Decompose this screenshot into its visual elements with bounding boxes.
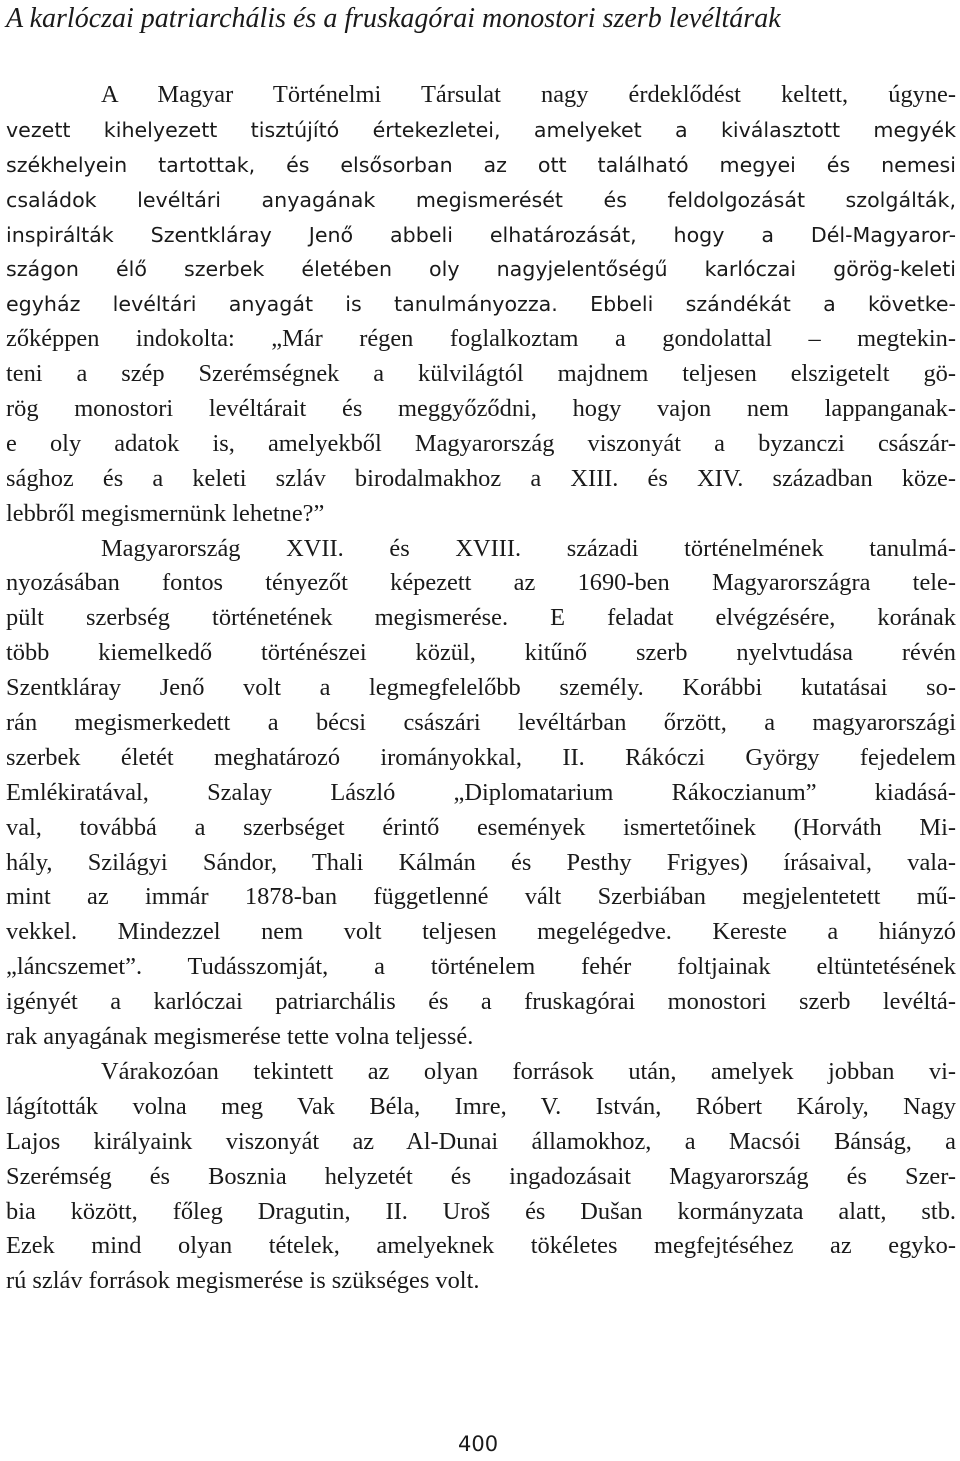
page-title: A karlóczai patriarchális és a fruskagórai monostori szerb levéltárak: [6, 3, 781, 34]
text-line: A Magyar Történelmi Társulat nagy érdeklődést keltett, úgyne-: [101, 81, 956, 108]
text-line: Emlékiratával, Szalay László „Diplomatarium Rákoczianum” kiadásá-: [6, 778, 956, 806]
text-line: igényét a karlóczai patriarchális és a fruskagórai monostori szerb levéltá-: [6, 988, 956, 1016]
text-line: Ezek mind olyan tételek, amelyeknek tökéletes megfejtéséhez az egyko-: [6, 1232, 956, 1260]
text-line: e oly adatok is, amelyekből Magyarország viszonyát a byzanczi császár-: [6, 429, 956, 457]
text-line: val, továbbá a szerbséget érintő események ismertetőinek (Horváth Mi-: [6, 813, 956, 841]
text-line: pült szerbség történetének megismerése. E feladat elvégzésére, korának: [6, 604, 956, 632]
text-line: lebbről megismernünk lehetne?”: [6, 499, 325, 527]
text-line: inspirálták Szentkláray Jenő abbeli elhatározását, hogy a Dél-Magyaror-: [6, 222, 956, 247]
text-line: szágon élő szerbek életében oly nagyjelentőségű karlóczai görög-keleti: [6, 257, 956, 282]
text-line: hály, Szilágyi Sándor, Thali Kálmán és Pesthy Frigyes) írásaival, vala-: [6, 848, 956, 876]
text-line: családok levéltári anyagának megismerését és feldolgozását szolgálták,: [6, 187, 956, 212]
text-line: Lajos királyaink viszonyát az Al-Dunai államokhoz, a Macsói Bánság, a: [6, 1127, 956, 1155]
text-line: zőképpen indokolta: „Már régen foglalkoztam a gondolattal – megtekin-: [6, 325, 956, 353]
text-line: sághoz és a keleti szláv birodalmakhoz a XIII. és XIV. században köze-: [6, 464, 956, 492]
text-line: szerbek életét meghatározó irományokkal, II. Rákóczi György fejedelem: [6, 743, 956, 771]
text-line: egyház levéltári anyagát is tanulmányozza. Ebbeli szándékát a követke-: [6, 292, 956, 317]
text-line: Szentkláray Jenő volt a legmegfelelőbb személy. Korábbi kutatásai so-: [6, 674, 956, 702]
text-line: vekkel. Mindezzel nem volt teljesen megelégedve. Kereste a hiányzó: [6, 918, 956, 946]
text-line: teni a szép Szerémségnek a külvilágtól majdnem teljesen elszigetelt gö-: [6, 360, 956, 388]
page-number: 400: [458, 1432, 499, 1456]
text-line: rú szláv források megismerése is szükséges volt.: [6, 1267, 480, 1295]
text-line: rán megismerkedett a bécsi császári levéltárban őrzött, a magyarországi: [6, 709, 956, 737]
text-line: vezett kihelyezett tisztújító értekezletei, amelyeket a kiválasztott megyék: [6, 117, 956, 142]
text-line: Várakozóan tekintett az olyan források után, amelyek jobban vi-: [101, 1057, 956, 1085]
text-line: székhelyein tartottak, és elsősorban az ott található megyei és nemesi: [6, 152, 956, 177]
text-line: „láncszemet”. Tudásszomját, a történelem fehér foltjainak eltüntetésének: [6, 953, 956, 981]
text-line: Szerémség és Bosznia helyzetét és ingadozásait Magyarország és Szer-: [6, 1162, 956, 1190]
text-line: rak anyagának megismerése tette volna teljessé.: [6, 1023, 474, 1051]
body-text: [6, 78, 956, 1299]
text-line: lágították volna meg Vak Béla, Imre, V. István, Róbert Károly, Nagy: [6, 1092, 956, 1120]
text-line: több kiemelkedő történészei közül, kitűnő szerb nyelvtudása révén: [6, 639, 956, 667]
text-line: mint az immár 1878-ban függetlenné vált Szerbiában megjelentetett mű-: [6, 883, 956, 911]
text-line: bia között, főleg Dragutin, II. Uroš és Dušan kormányzata alatt, stb.: [6, 1197, 956, 1225]
text-line: nyozásában fontos tényezőt képezett az 1690-ben Magyarországra tele-: [6, 569, 956, 597]
text-line: Magyarország XVII. és XVIII. századi történelmének tanulmá-: [101, 534, 956, 562]
text-line: rög monostori levéltárait és meggyőződni, hogy vajon nem lappanganak-: [6, 395, 956, 423]
